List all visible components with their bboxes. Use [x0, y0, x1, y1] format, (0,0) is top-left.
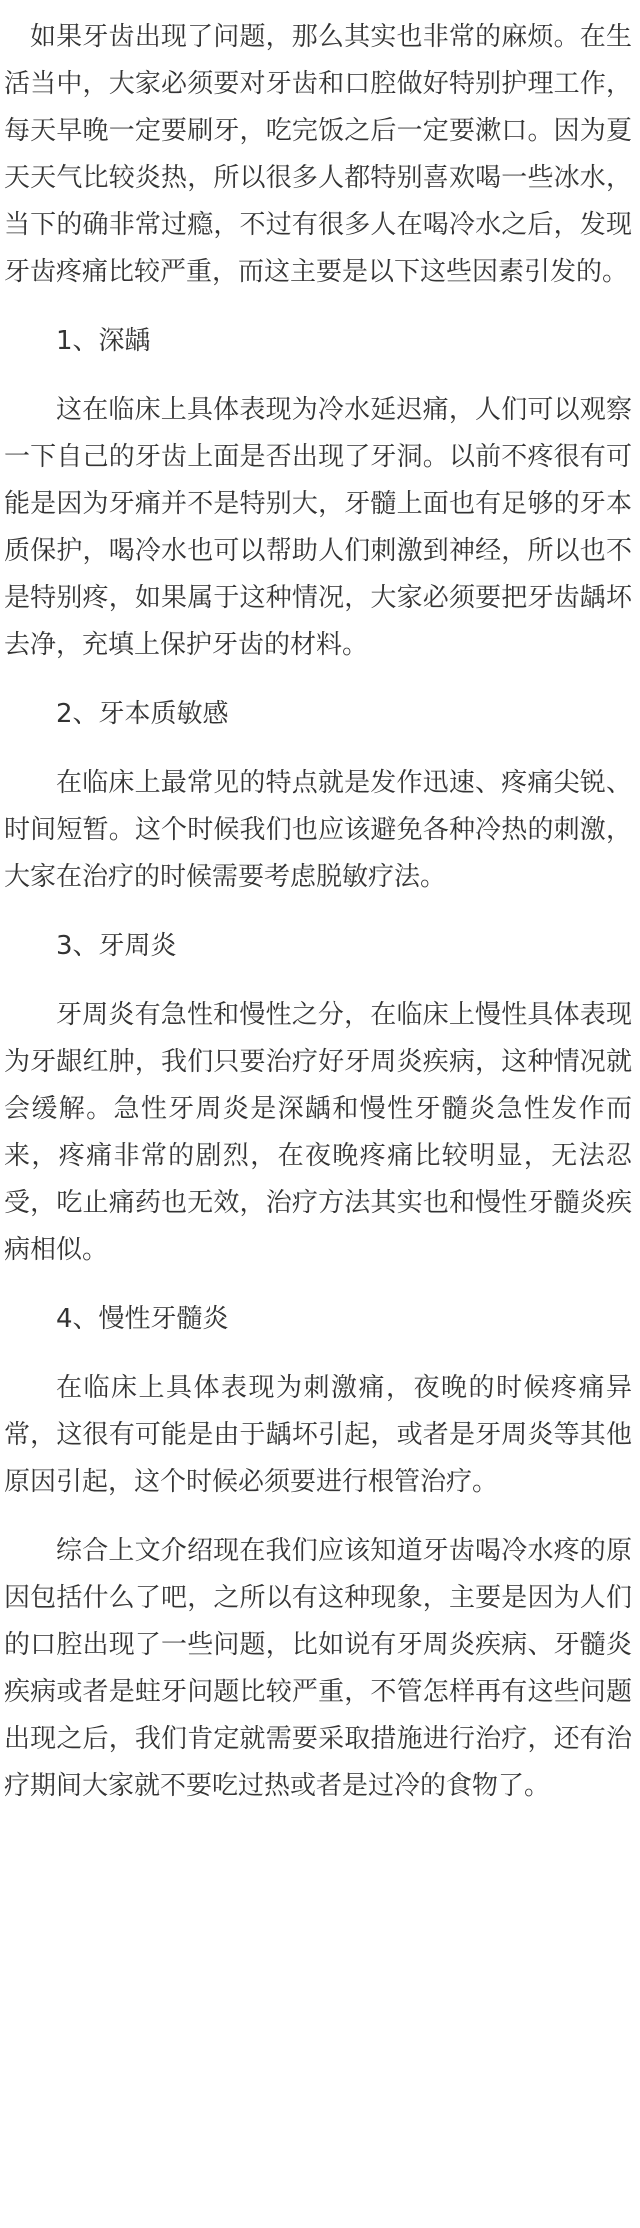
section-body-dentin-sensitivity: 在临床上最常见的特点就是发作迅速、疼痛尖锐、时间短暂。这个时候我们也应该避免各种冷热的刺激，大家在治疗的时候需要考虑脱敏疗法。: [4, 768, 632, 892]
section-heading-dentin-sensitivity: 2、牙本质敏感: [56, 699, 229, 729]
conclusion-paragraph: 综合上文介绍现在我们应该知道牙齿喝冷水疼的原因包括什么了吧，之所以有这种现象，主要是因为人们的口腔出现了一些问题，比如说有牙周炎疾病、牙髓炎疾病或者是蛀牙问题比较严重，不管怎样再有这些问题出现之后，我们肯定就需要采取措施进行治疗，还有治疗期间大家就不要吃过热或者是过冷的食物了。: [4, 1536, 632, 1801]
section-heading-deep-caries: 1、深龋: [56, 326, 151, 356]
section-heading-periodontitis: 3、牙周炎: [56, 931, 177, 961]
section-body-periodontitis: 牙周炎有急性和慢性之分，在临床上慢性具体表现为牙龈红肿，我们只要治疗好牙周炎疾病，这种情况就会缓解。急性牙周炎是深龋和慢性牙髓炎急性发作而来，疼痛非常的剧烈，在夜晚疼痛比较明显，无法忍受，吃止痛药也无效，治疗方法其实也和慢性牙髓炎疾病相似。: [4, 1000, 632, 1265]
intro-paragraph: 如果牙齿出现了问题，那么其实也非常的麻烦。在生活当中，大家必须要对牙齿和口腔做好特别护理工作，每天早晚一定要刷牙，吃完饭之后一定要漱口。因为夏天天气比较炎热，所以很多人都特别喜欢喝一些冰水，当下的确非常过瘾，不过有很多人在喝冷水之后，发现牙齿疼痛比较严重，而这主要是以下这些因素引发的。: [4, 22, 632, 287]
section-heading-chronic-pulpitis: 4、慢性牙髓炎: [56, 1304, 229, 1334]
section-body-chronic-pulpitis: 在临床上具体表现为刺激痛，夜晚的时候疼痛异常，这很有可能是由于龋坏引起，或者是牙周炎等其他原因引起，这个时候必须要进行根管治疗。: [4, 1373, 632, 1497]
section-body-deep-caries: 这在临床上具体表现为冷水延迟痛，人们可以观察一下自己的牙齿上面是否出现了牙洞。以前不疼很有可能是因为牙痛并不是特别大，牙髓上面也有足够的牙本质保护，喝冷水也可以帮助人们刺激到神经，所以也不是特别疼，如果属于这种情况，大家必须要把牙齿龋坏去净，充填上保护牙齿的材料。: [4, 395, 632, 660]
